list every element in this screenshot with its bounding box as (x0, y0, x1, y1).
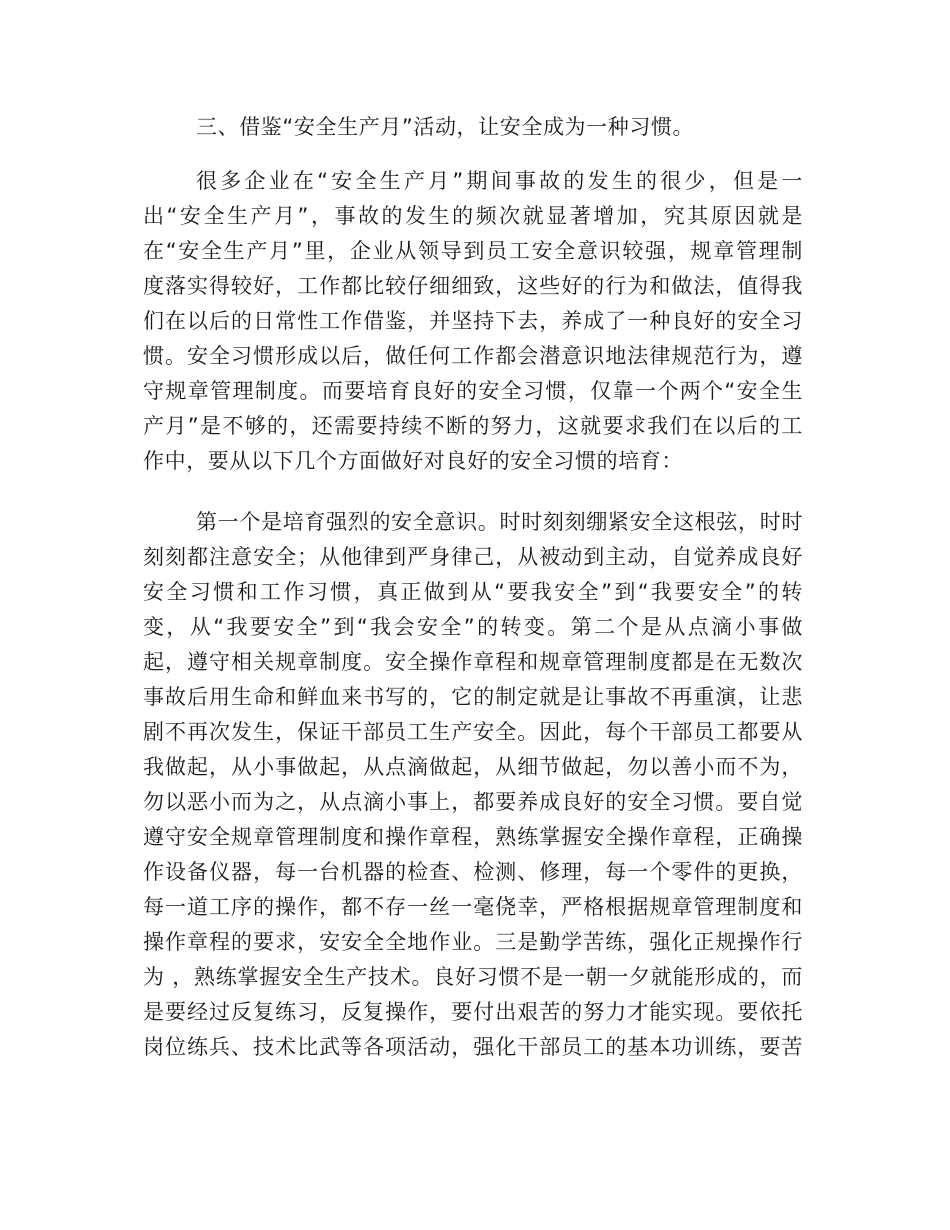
paragraph-line: 安全习惯和工作习惯，真正做到从“要我安全”到“我要安全”的转 (143, 580, 803, 604)
paragraph-line: 起，遵守相关规章制度。安全操作章程和规章管理制度都是在无数次 (143, 650, 803, 674)
paragraph-line: 出“安全生产月”，事故的发生的频次就显著增加，究其原因就是 (143, 204, 803, 228)
paragraph-line: 作设备仪器，每一台机器的检查、检测、修理，每一个零件的更换， (143, 860, 803, 884)
paragraph-line: 剧不再次发生，保证干部员工生产安全。因此，每个干部员工都要从 (143, 720, 803, 744)
paragraph-line: 惯。安全习惯形成以后，做任何工作都会潜意识地法律规范行为，遵 (143, 344, 803, 368)
paragraph-line: 很多企业在“安全生产月”期间事故的发生的很少，但是一 (196, 169, 803, 193)
paragraph-line: 岗位练兵、技术比武等各项活动，强化干部员工的基本功训练，要苦 (143, 1035, 803, 1059)
paragraph-line: 们在以后的日常性工作借鉴，并坚持下去，养成了一种良好的安全习 (143, 309, 803, 333)
paragraph-line: 在“安全生产月”里，企业从领导到员工安全意识较强，规章管理制 (143, 239, 803, 263)
paragraph-line: 我做起，从小事做起，从点滴做起，从细节做起，勿以善小而不为， (143, 755, 803, 779)
paragraph-line: 事故后用生命和鲜血来书写的，它的制定就是让事故不再重演，让悲 (143, 685, 803, 709)
paragraph-line: 产月”是不够的，还需要持续不断的努力，这就要求我们在以后的工 (143, 414, 803, 438)
paragraph-line: 度落实得较好，工作都比较仔细细致，这些好的行为和做法，值得我 (143, 274, 803, 298)
paragraph-line: 每一道工序的操作，都不存一丝一毫侥幸，严格根据规章管理制度和 (143, 895, 803, 919)
paragraph-line: 勿以恶小而为之，从点滴小事上，都要养成良好的安全习惯。要自觉 (143, 790, 803, 814)
paragraph-line: 作中，要从以下几个方面做好对良好的安全习惯的培育： (143, 449, 683, 473)
paragraph-line: 是要经过反复练习，反复操作，要付出艰苦的努力才能实现。要依托 (143, 1000, 803, 1024)
paragraph-line: 遵守安全规章管理制度和操作章程，熟练掌握安全操作章程，正确操 (143, 825, 803, 849)
paragraph-line: 刻刻都注意安全；从他律到严身律己，从被动到主动，自觉养成良好 (143, 545, 803, 569)
paragraph-line: 第一个是培育强烈的安全意识。时时刻刻绷紧安全这根弦，时时 (196, 510, 803, 534)
section-heading: 三、借鉴“安全生产月”活动，让安全成为一种习惯。 (196, 115, 695, 139)
paragraph-line: 操作章程的要求，安安全全地作业。三是勤学苦练，强化正规操作行 (143, 930, 803, 954)
paragraph-line: 守规章管理制度。而要培育良好的安全习惯，仅靠一个两个“安全生 (143, 379, 803, 403)
paragraph-line: 为 ，熟练掌握安全生产技术。良好习惯不是一朝一夕就能形成的，而 (143, 965, 803, 989)
paragraph-line: 变，从“我要安全”到“我会安全”的转变。第二个是从点滴小事做 (143, 615, 803, 639)
